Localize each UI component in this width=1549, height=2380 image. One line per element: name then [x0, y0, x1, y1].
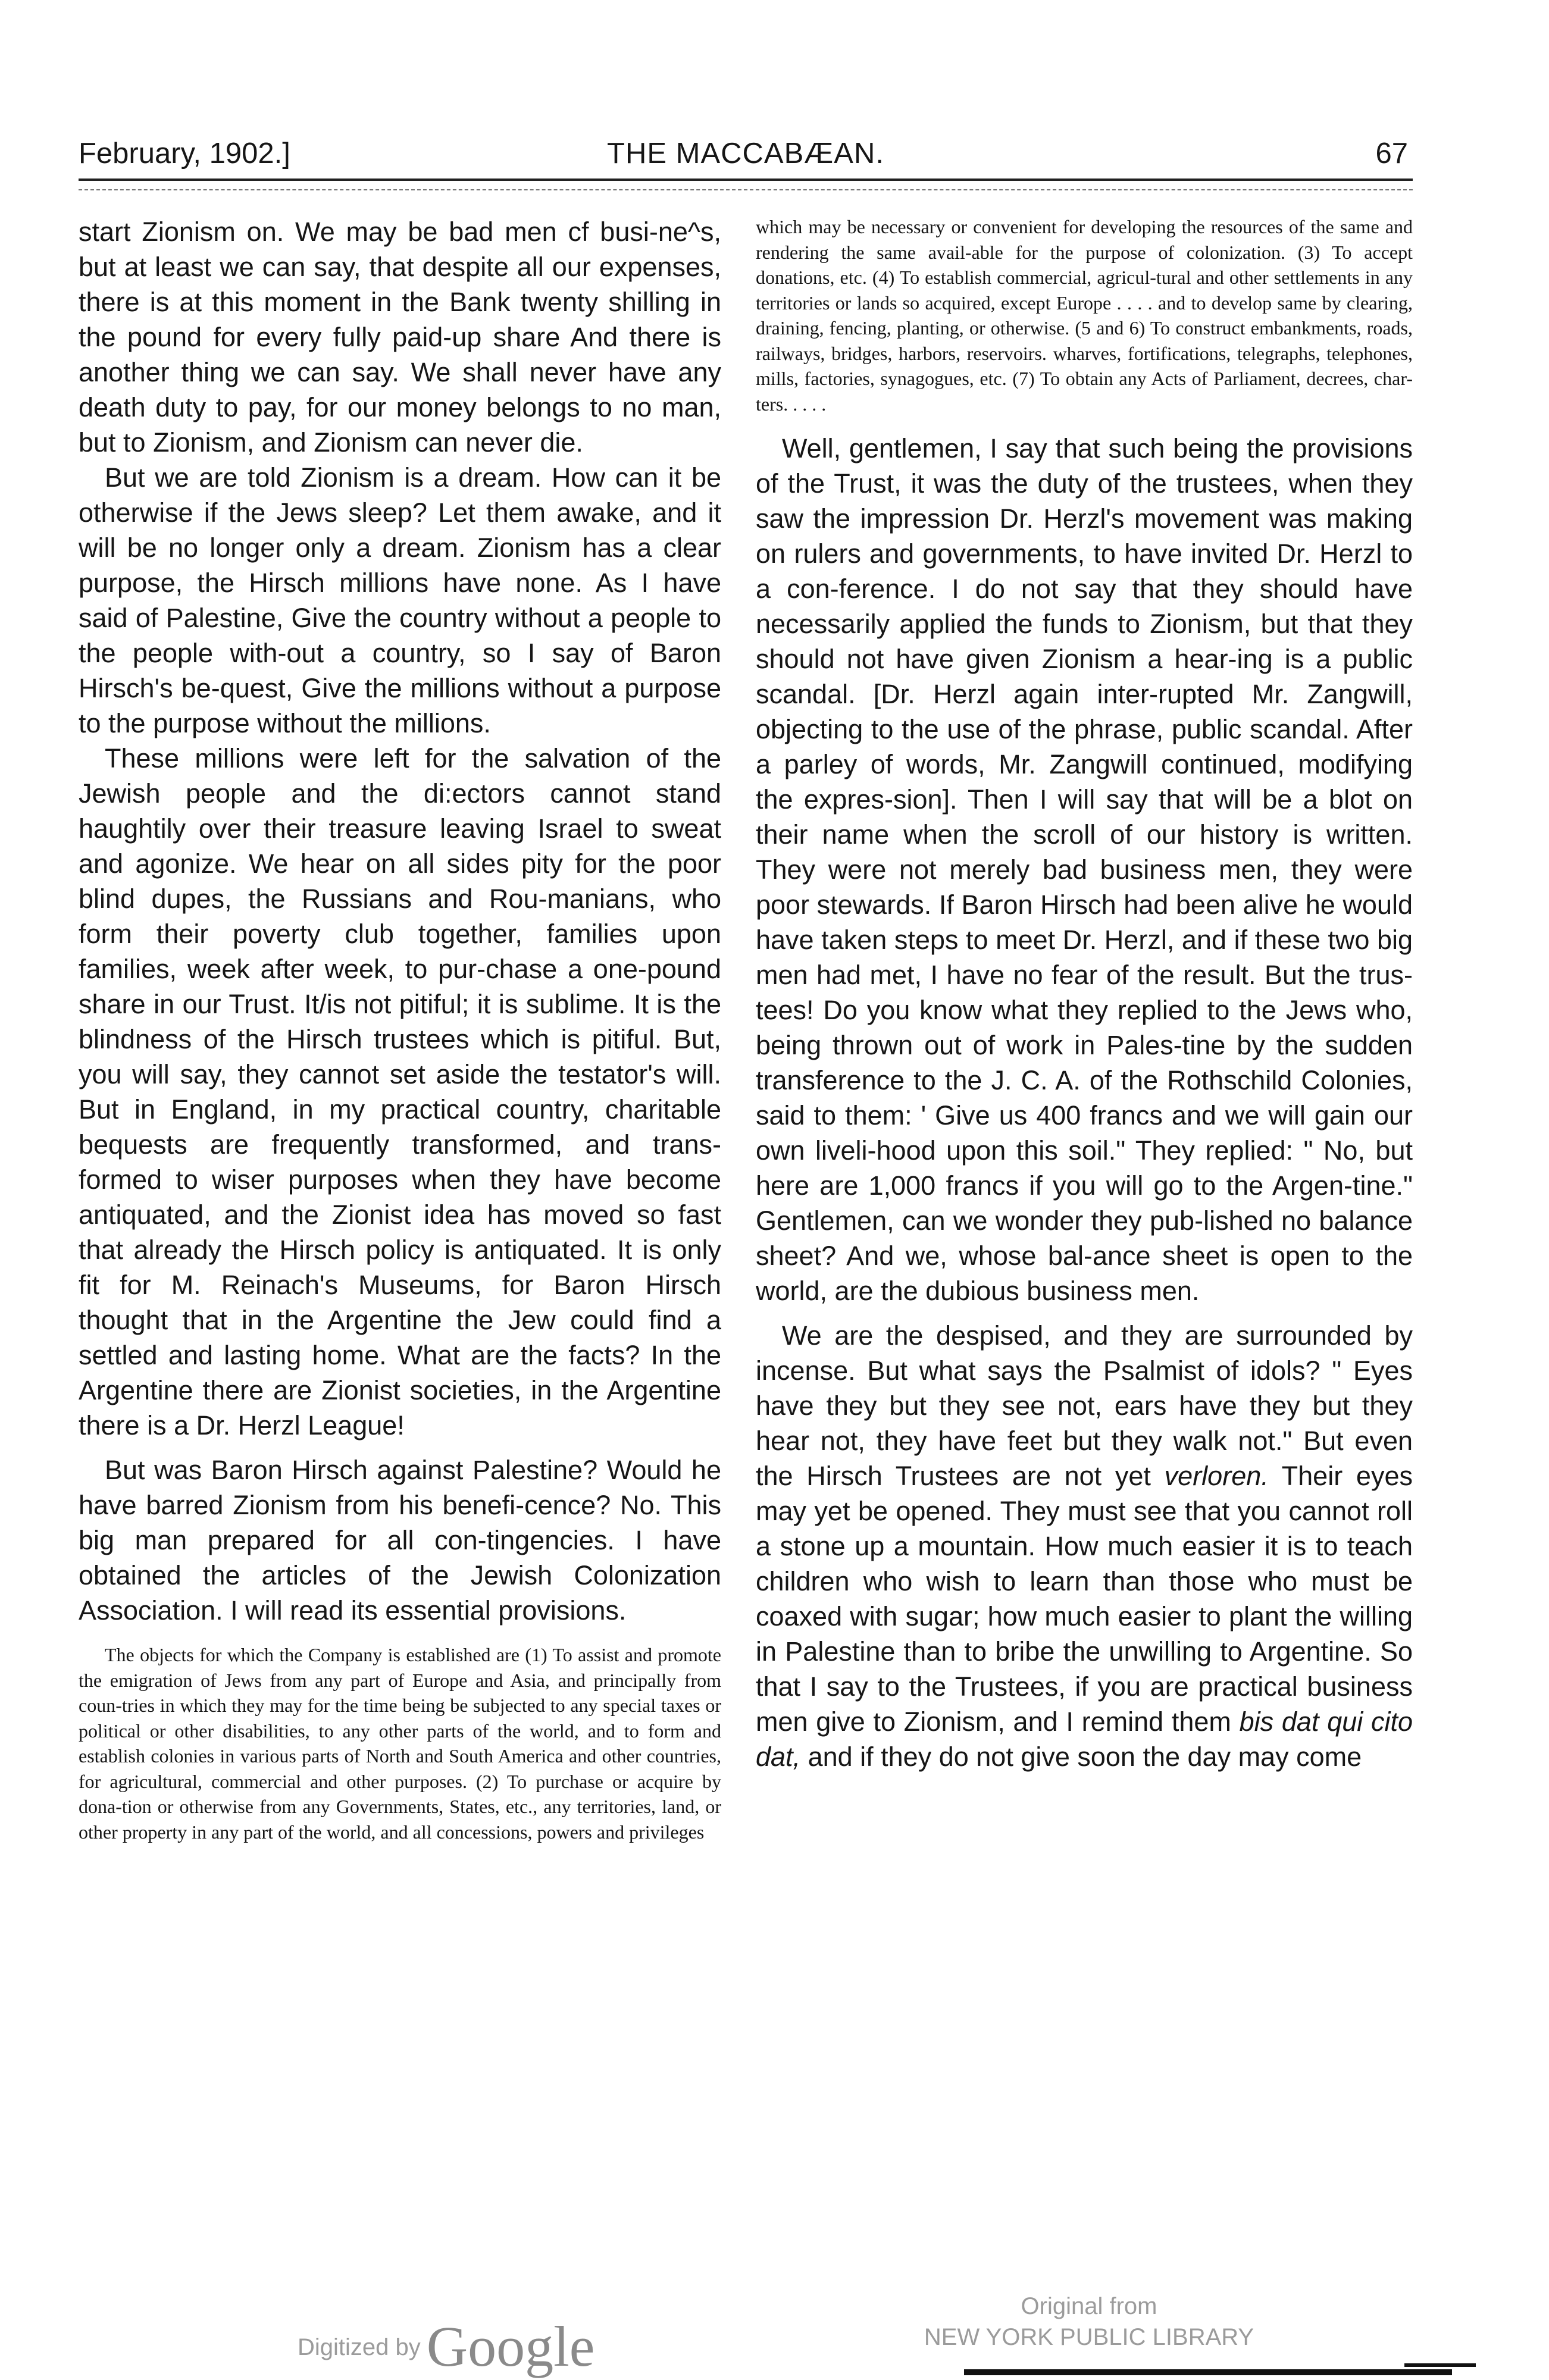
library-name: NEW YORK PUBLIC LIBRARY — [924, 2324, 1254, 2350]
page-header — [79, 136, 1413, 177]
right-paragraph-1: Well, gentlemen, I say that such being the provisions of the Trust, it was the duty of the trustees, when they saw the impression Dr. Herzl's movement was making on rulers and governments, to have invited Dr. Herzl to a con-ference. I do not say that they should have necessarily applied the funds to Zionism, but that they should not have given Zionism a hear-ing is a public scandal. [Dr. Herzl again inter-rupted Mr. Zangwill, objecting to the use of the phrase, public scandal. After a parley of words, Mr. Zangwill continued, modifying the expres-sion]. Then I will say that will be a blot on their name when the scroll of our history is written. They were not merely bad business men, they were poor stewards. If Baron Hirsch had been alive he would have taken steps to meet Dr. Herzl, and if these two big men had met, I have no fear of the result. But the trus-tees! Do you know what they replied to the Jews who, being thrown out of work in Pales-tine by the sudden transference to the J. C. A. of the Rothschild Colonies, said to them: ' Give us 400 francs and we will gain our own liveli-hood upon this soil." They replied: " No, but here are 1,000 francs if you will go to the Argen-tine." Gentlemen, can we wonder they pub-lished no balance sheet? And we, whose bal-ance sheet is open to the world, are the dubious business men. — [756, 433, 1413, 1306]
digitized-by-label: Digitized by — [298, 2334, 421, 2360]
right-quote-articles: which may be necessary or convenient for developing the resources of the same and rendering the same avail-able for the purpose of colonization. (3) To accept donations, etc. (4) To establish commercial, agricul-tural and other settlements in any territories or lands so acquired, except Europe . . . . and to develop same by clearing, draining, fencing, planting, or otherwise. (5 and 6) To construct embankments, roads, railways, bridges, harbors, reservoirs. wharves, fortifications, telegraphs, telephones, mills, factories, synagogues, etc. (7) To obtain any Acts of Parliament, decrees, char-ters. . . . . — [756, 216, 1413, 415]
header-publication-title: THE MACCABÆAN. — [607, 137, 884, 170]
footer — [0, 2291, 1549, 2378]
left-column — [79, 214, 721, 1844]
google-logo: Google — [426, 2315, 595, 2378]
left-paragraph-4: But was Baron Hirsch against Palestine? Would he have barred Zionism from his benefi-cence? No. This big man prepared for all con-tingencies. I have obtained the articles of the Jewish Colonization Association. I will read its essential provisions. — [79, 1455, 721, 1626]
digitized-by-watermark — [298, 2303, 595, 2378]
left-paragraph-2: But we are told Zionism is a dream. How can it be otherwise if the Jews sleep? Let them awake, and it will be no longer only a dream. Zionism has a clear purpose, the Hirsch millions have none. As I have said of Palestine, Give the country without a people to the people with-out a country, so I say of Baron Hirsch's be-quest, Give the millions without a purpose to the purpose without the millions. — [79, 462, 721, 738]
right-paragraph-2 — [756, 1318, 1413, 1774]
bottom-scan-bar-right — [1404, 2363, 1476, 2367]
header-date: February, 1902.] — [79, 137, 290, 170]
header-rule — [79, 178, 1413, 181]
paragraph-text-part-2: Their eyes may yet be opened. They must see that you cannot roll a stone up a mountain. How much easier it is to teach children who wish to learn than those who must be coaxed with sugar; how much easier to plant the willing in Palestine than to bribe the unwilling to Argentine. So that I say to the Trustees, if you are practical business men give to Zionism, and I remind them — [756, 1461, 1413, 1737]
header-rule-secondary — [79, 189, 1413, 190]
left-paragraph-3: These millions were left for the salvation of the Jewish people and the di:ectors cannot stand haughtily over their treasure leaving Israel to sweat and agonize. We hear on all sides pity for the poor blind dupes, the Russians and Rou-manians, who form their poverty club together, families upon families, week after week, to pur-chase a one-pound share in our Trust. It/is not pitiful; it is sublime. It is the blindness of the Hirsch trustees which is pitiful. But, you will say, they cannot set aside the testator's will. But in England, in my practical country, charitable bequests are frequently transformed, and trans-formed to wiser purposes when they have become antiquated, and the Zionist idea has moved so fast that already the Hirsch policy is antiquated. It is only fit for M. Reinach's Museums, for Baron Hirsch thought that in the Argentine the Jew could find a settled and lasting home. What are the facts? In the Argentine there are Zionist societies, in the Argentine there is a Dr. Herzl League! — [79, 743, 721, 1440]
left-quote-articles: The objects for which the Company is established are (1) To assist and promote the emigration of Jews from any part of Europe and Asia, and principally from coun-tries in which they may for the time being be subjected to any special taxes or political or other disabilities, to any other parts of the world, and to form and establish colonies in various parts of North and South America and other countries, for agricultural, commercial and other purposes. (2) To purchase or acquire by dona-tion or otherwise from any Governments, States, etc., any territories, land, or other property in any part of the world, and all concessions, powers and privileges — [79, 1644, 721, 1843]
original-from-label: Original from — [1021, 2293, 1157, 2319]
original-source-note — [905, 2291, 1273, 2353]
header-page-number: 67 — [1375, 137, 1408, 170]
paragraph-text-part-1: We are the despised, and they are surrounded by incense. But what says the Psalmist of idols? " Eyes have they but they see not, ears have they but they hear not, they have feet but they walk not." But even the Hirsch Trustees are not yet — [756, 1320, 1413, 1491]
bottom-scan-bar — [964, 2369, 1452, 2375]
left-paragraph-1: start Zionism on. We may be bad men cf busi-ne^s, but at least we can say, that despite all our expenses, there is at this moment in the Bank twenty shilling in the pound for every fully paid-up share And there is another thing we can say. We shall never have any death duty to pay, for our money belongs to no man, but to Zionism, and Zionism can never die. — [79, 217, 721, 458]
paragraph-text-part-3: and if they do not give soon the day may come — [800, 1742, 1362, 1772]
italic-verloren: verloren. — [1164, 1461, 1269, 1491]
right-column — [756, 214, 1413, 1774]
italic-latin-phrase: bis dat qui cito dat, — [756, 1706, 1413, 1772]
